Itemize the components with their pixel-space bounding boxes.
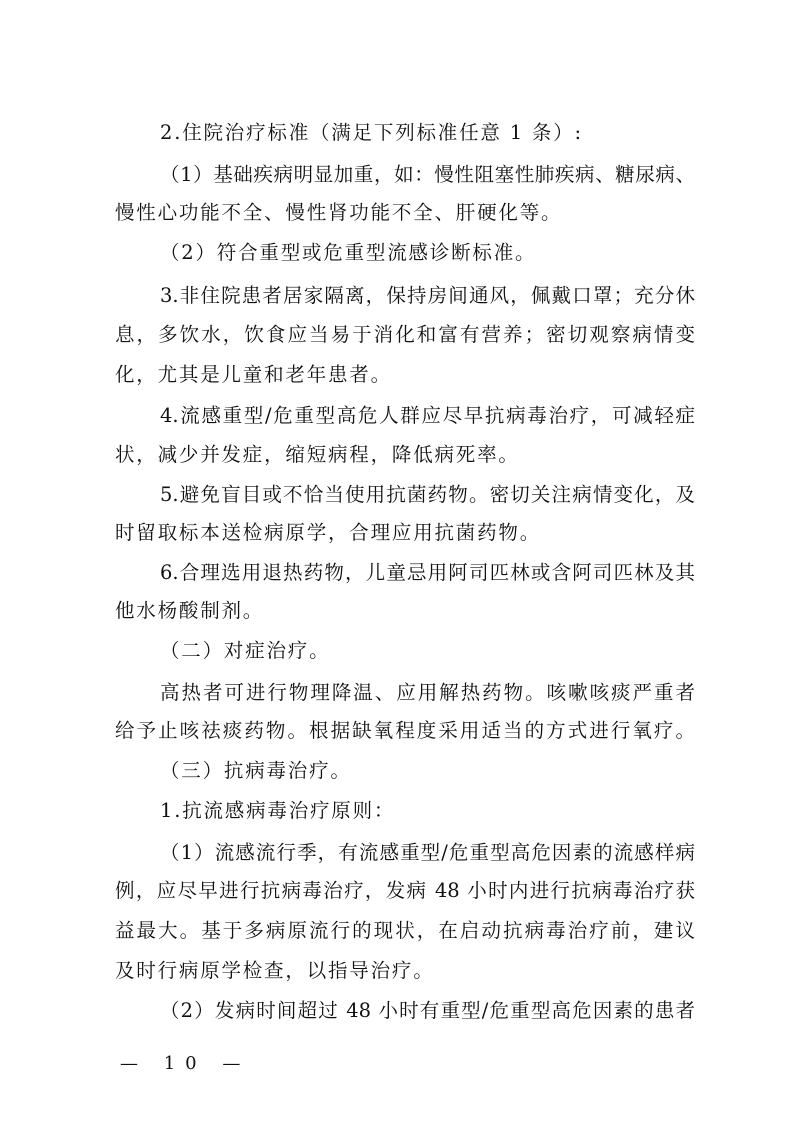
text-line: （2）发病时间超过 48 小时有重型/危重型高危因素的患者 xyxy=(160,999,695,1022)
text-line: 及时行病原学检查，以指导治疗。 xyxy=(115,959,435,982)
section-heading: （二）对症治疗。 xyxy=(160,639,331,662)
text-line: 4.流感重型/危重型高危人群应尽早抗病毒治疗，可减轻症 xyxy=(160,404,695,427)
text-line: （1）基础疾病明显加重，如：慢性阻塞性肺疾病、糖尿病、 xyxy=(160,163,695,186)
section-heading: （三）抗病毒治疗。 xyxy=(160,759,352,782)
text-line: 他水杨酸制剂。 xyxy=(115,599,265,622)
text-line: 高热者可进行物理降温、应用解热药物。咳嗽咳痰严重者 xyxy=(160,681,695,704)
text-line: 给予止咳祛痰药物。根据缺氧程度采用适当的方式进行氧疗。 xyxy=(115,719,695,742)
text-line: 慢性心功能不全、慢性肾功能不全、肝硬化等。 xyxy=(115,201,563,224)
text-line: 化，尤其是儿童和老年患者。 xyxy=(115,363,392,386)
text-line: 2.住院治疗标准（满足下列标准任意 1 条）: xyxy=(160,121,583,144)
text-line: 例，应尽早进行抗病毒治疗，发病 48 小时内进行抗病毒治疗获 xyxy=(115,879,695,902)
text-line: 1.抗流感病毒治疗原则： xyxy=(160,799,396,822)
text-line: 状，减少并发症，缩短病程，降低病死率。 xyxy=(115,443,520,466)
text-line: 息，多饮水，饮食应当易于消化和富有营养；密切观察病情变 xyxy=(115,323,695,346)
text-line: （2）符合重型或危重型流感诊断标准。 xyxy=(160,241,537,264)
text-line: 5.避免盲目或不恰当使用抗菌药物。密切关注病情变化，及 xyxy=(160,483,695,506)
text-line: （1）流感流行季，有流感重型/危重型高危因素的流感样病 xyxy=(160,841,695,864)
text-line: 益最大。基于多病原流行的现状，在启动抗病毒治疗前，建议 xyxy=(115,919,695,942)
text-line: 时留取标本送检病原学，合理应用抗菌药物。 xyxy=(115,521,542,544)
text-line: 3.非住院患者居家隔离，保持房间通风，佩戴口罩；充分休 xyxy=(160,284,695,307)
page-number: — 10 — xyxy=(120,1053,251,1074)
text-line: 6.合理选用退热药物，儿童忌用阿司匹林或含阿司匹林及其 xyxy=(160,561,695,584)
